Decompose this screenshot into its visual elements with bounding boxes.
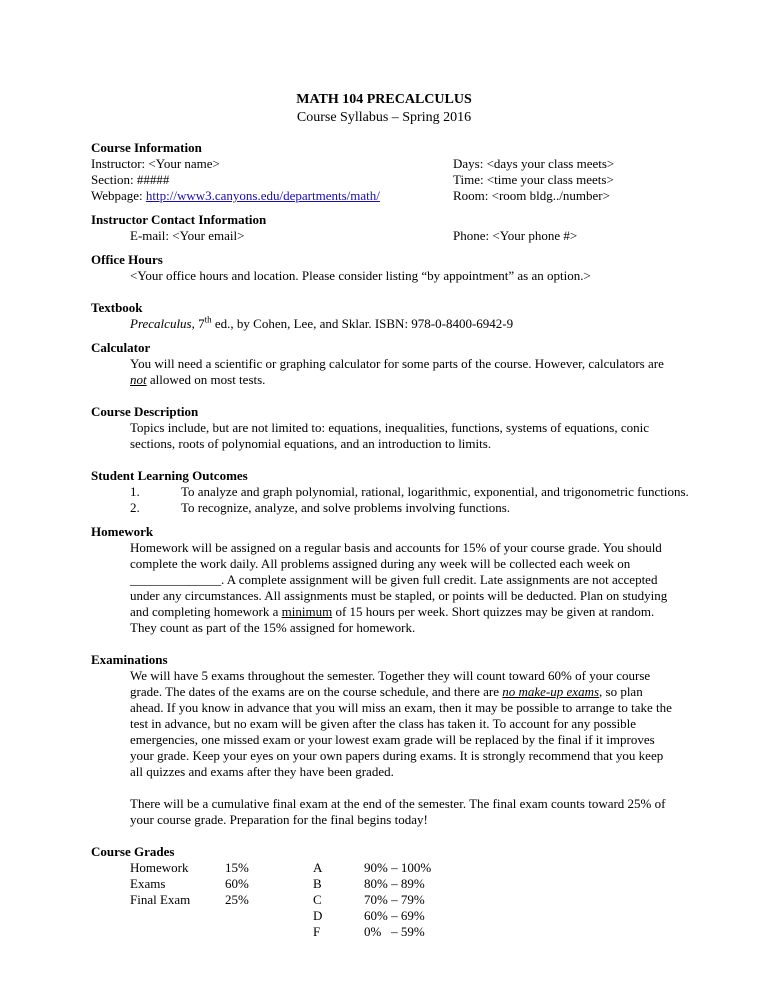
description-text: Topics include, but are not limited to: equations, inequalities, functions, systems of equations, conic sections, roots of polynomial equations, and an introduction to limits.: [130, 420, 649, 451]
calculator-text: You will need a scientific or graphing calculator for some parts of the course. However, calculators are not allowed on most tests.: [130, 356, 664, 387]
grade-range: 90% – 100%: [364, 860, 432, 875]
class-time: Time: <time your class meets>: [453, 172, 614, 187]
final-exam-text: There will be a cumulative final exam at the end of the semester. The final exam counts toward 25% of your course grade. Preparation for the final begins today!: [130, 796, 666, 827]
instructor-email: E-mail: <Your email>: [130, 228, 245, 243]
grade-weight-label: Final Exam: [130, 892, 191, 907]
exams-heading: Examinations: [91, 652, 168, 667]
textbook-title: Precalculus: [130, 316, 192, 331]
grade-letter: A: [313, 860, 323, 875]
instructor-phone: Phone: <Your phone #>: [453, 228, 578, 243]
grade-weight-pct: 25%: [225, 892, 249, 907]
class-days: Days: <days your class meets>: [453, 156, 615, 171]
page-subtitle: Course Syllabus – Spring 2016: [296, 110, 472, 125]
grades-heading: Course Grades: [91, 844, 175, 859]
homework-text: Homework will be assigned on a regular basis and accounts for 15% of your course grade. You should complete the work daily. All problems assigned during any week will be collected each week on ______________. A complete assignment will be given full credit. Late assignments are not accepted under any circumstances. All assignments must be stapled, or points will be deducted. Plan on studying and completing homework a minimum of 15 hours per week. Short quizzes may be given at random. They count as part of the 15% assigned for homework.: [130, 540, 668, 635]
office-hours-heading: Office Hours: [91, 252, 163, 267]
outcomes-heading: Student Learning Outcomes: [91, 468, 248, 483]
grade-weight-label: Exams: [130, 876, 166, 891]
webpage-line: [91, 188, 380, 204]
contact-heading: Instructor Contact Information: [91, 212, 267, 227]
no-makeup-emphasis: no make-up exams: [502, 684, 600, 699]
grade-range: 0% – 59%: [364, 924, 425, 939]
exams-text: We will have 5 exams throughout the semester. Together they will count toward 60% of your course grade. The dates of the exams are on the course schedule, and there are no make-up exams, so plan ahead. If you know in advance that you will miss an exam, then it may be possible to arrange to take the test in advance, but no exam will be given after the class has taken it. To account for any possible emergencies, one missed exam or your lowest exam grade will be replaced by the final if it improves your grade. Keep your eyes on your own papers during exams. It is strongly recommend that you keep all quizzes and exams after they have been graded.: [130, 668, 672, 779]
outcome-number: 1.: [130, 484, 140, 499]
grade-letter: B: [313, 876, 322, 891]
outcome-text: To recognize, analyze, and solve problems involving functions.: [181, 500, 511, 515]
webpage-link[interactable]: http://www3.canyons.edu/departments/math/: [145, 188, 380, 203]
webpage-label: Webpage:: [91, 188, 146, 203]
outcome-number: 2.: [130, 500, 140, 515]
homework-heading: Homework: [91, 524, 154, 539]
textbook-info: Precalculus, 7th ed., by Cohen, Lee, and Sklar. ISBN: 978-0-8400-6942-9: [130, 314, 514, 331]
not-emphasis: not: [130, 372, 147, 387]
grade-range: 70% – 79%: [364, 892, 425, 907]
grade-letter: F: [313, 924, 321, 939]
minimum-emphasis: minimum: [281, 604, 333, 619]
section-number: Section: #####: [91, 172, 170, 187]
grade-weight-pct: 60%: [225, 876, 249, 891]
grade-range: 60% – 69%: [364, 908, 425, 923]
calculator-heading: Calculator: [91, 340, 151, 355]
outcome-text: To analyze and graph polynomial, rational, logarithmic, exponential, and trigonometric functions.: [181, 484, 689, 499]
instructor-name: Instructor: <Your name>: [91, 156, 220, 171]
grade-weight-pct: 15%: [225, 860, 249, 875]
description-heading: Course Description: [91, 404, 199, 419]
textbook-heading: Textbook: [91, 300, 143, 315]
course-info-heading: Course Information: [91, 140, 202, 155]
grade-weight-label: Homework: [130, 860, 189, 875]
grade-letter: D: [313, 908, 323, 923]
office-hours-text: <Your office hours and location. Please consider listing “by appointment” as an option.>: [130, 268, 591, 283]
grade-range: 80% – 89%: [364, 876, 425, 891]
grade-letter: C: [313, 892, 322, 907]
page-title: MATH 104 PRECALCULUS: [296, 92, 472, 107]
class-room: Room: <room bldg../number>: [453, 188, 610, 203]
